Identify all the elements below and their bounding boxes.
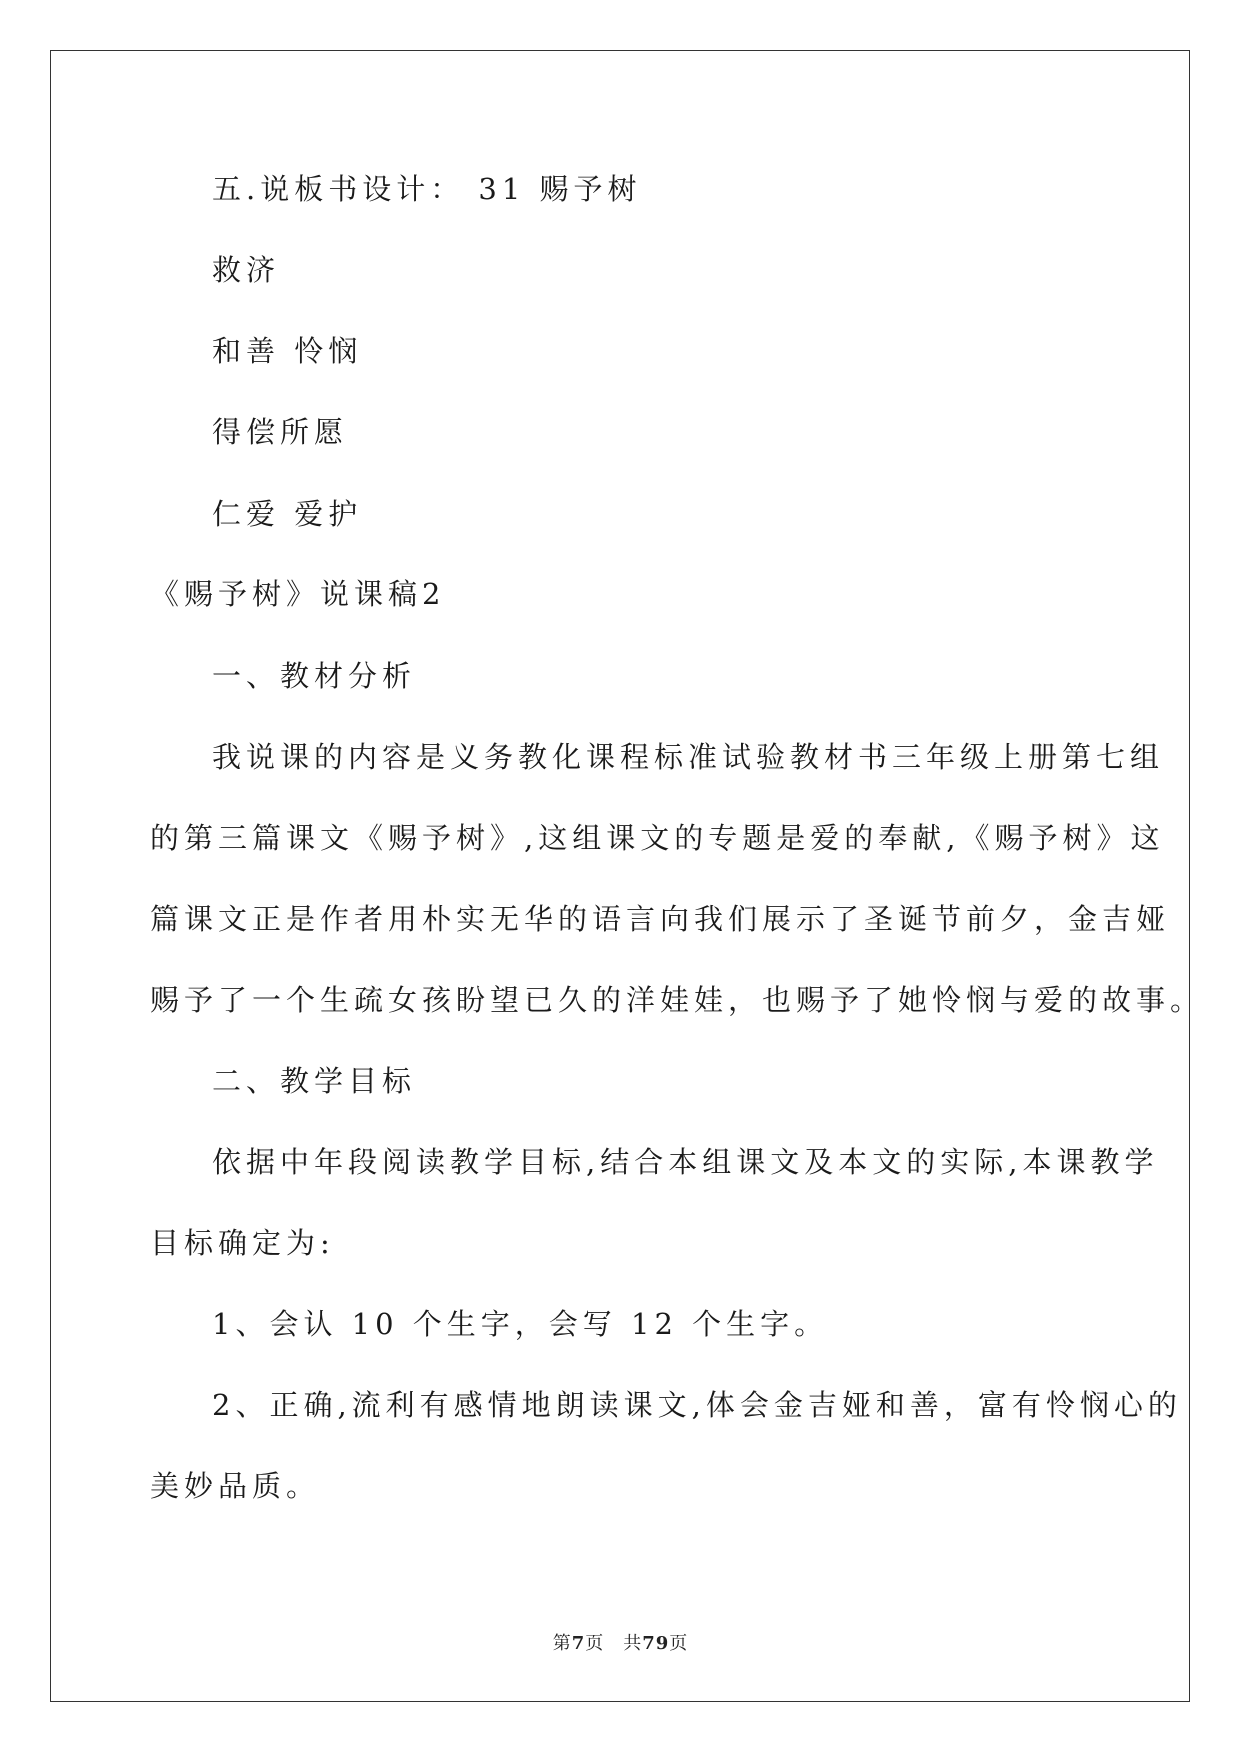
paragraph-line: 赐予了一个生疏女孩盼望已久的洋娃娃，也赐予了她怜悯与爱的故事。 [150, 983, 1205, 1017]
section-heading-board-design: 五.说板书设计： 31 赐予树 [212, 172, 642, 206]
footer-prefix: 第 [552, 1633, 572, 1654]
footer-suffix: 页 [669, 1633, 689, 1654]
paragraph-line: 的第三篇课文《赐予树》,这组课文的专题是爱的奉献,《赐予树》这 [150, 821, 1165, 855]
board-item-jiuji: 救济 [212, 253, 281, 287]
footer-total-pages: 79 [642, 1633, 670, 1654]
section-heading-textbook-analysis: 一、教材分析 [212, 659, 417, 693]
board-item-renai-aihu: 仁爱 爱护 [212, 497, 363, 531]
goal-item-2: 2、正确,流利有感情地朗读课文,体会金吉娅和善，富有怜悯心的 [212, 1388, 1182, 1422]
footer-page-number: 7 [571, 1633, 586, 1654]
paragraph-line: 目标确定为: [150, 1226, 335, 1260]
page-footer [0, 1629, 1241, 1655]
document-title: 《赐予树》说课稿2 [150, 577, 446, 611]
board-item-dechang-suoyuan: 得偿所愿 [212, 415, 349, 449]
section-heading-teaching-goals: 二、教学目标 [212, 1064, 417, 1098]
paragraph-line: 依据中年段阅读教学目标,结合本组课文及本文的实际,本课教学 [212, 1145, 1159, 1179]
page-border [50, 50, 1190, 1702]
footer-mid: 页 共 [585, 1633, 643, 1654]
goal-item-1: 1、会认 10 个生字，会写 12 个生字。 [212, 1307, 829, 1341]
paragraph-line: 篇课文正是作者用朴实无华的语言向我们展示了圣诞节前夕，金吉娅 [150, 902, 1171, 936]
board-item-heshan-lianmin: 和善 怜悯 [212, 334, 363, 368]
paragraph-line: 美妙品质。 [150, 1469, 321, 1503]
paragraph-line: 我说课的内容是义务教化课程标准试验教材书三年级上册第七组 [212, 740, 1165, 774]
